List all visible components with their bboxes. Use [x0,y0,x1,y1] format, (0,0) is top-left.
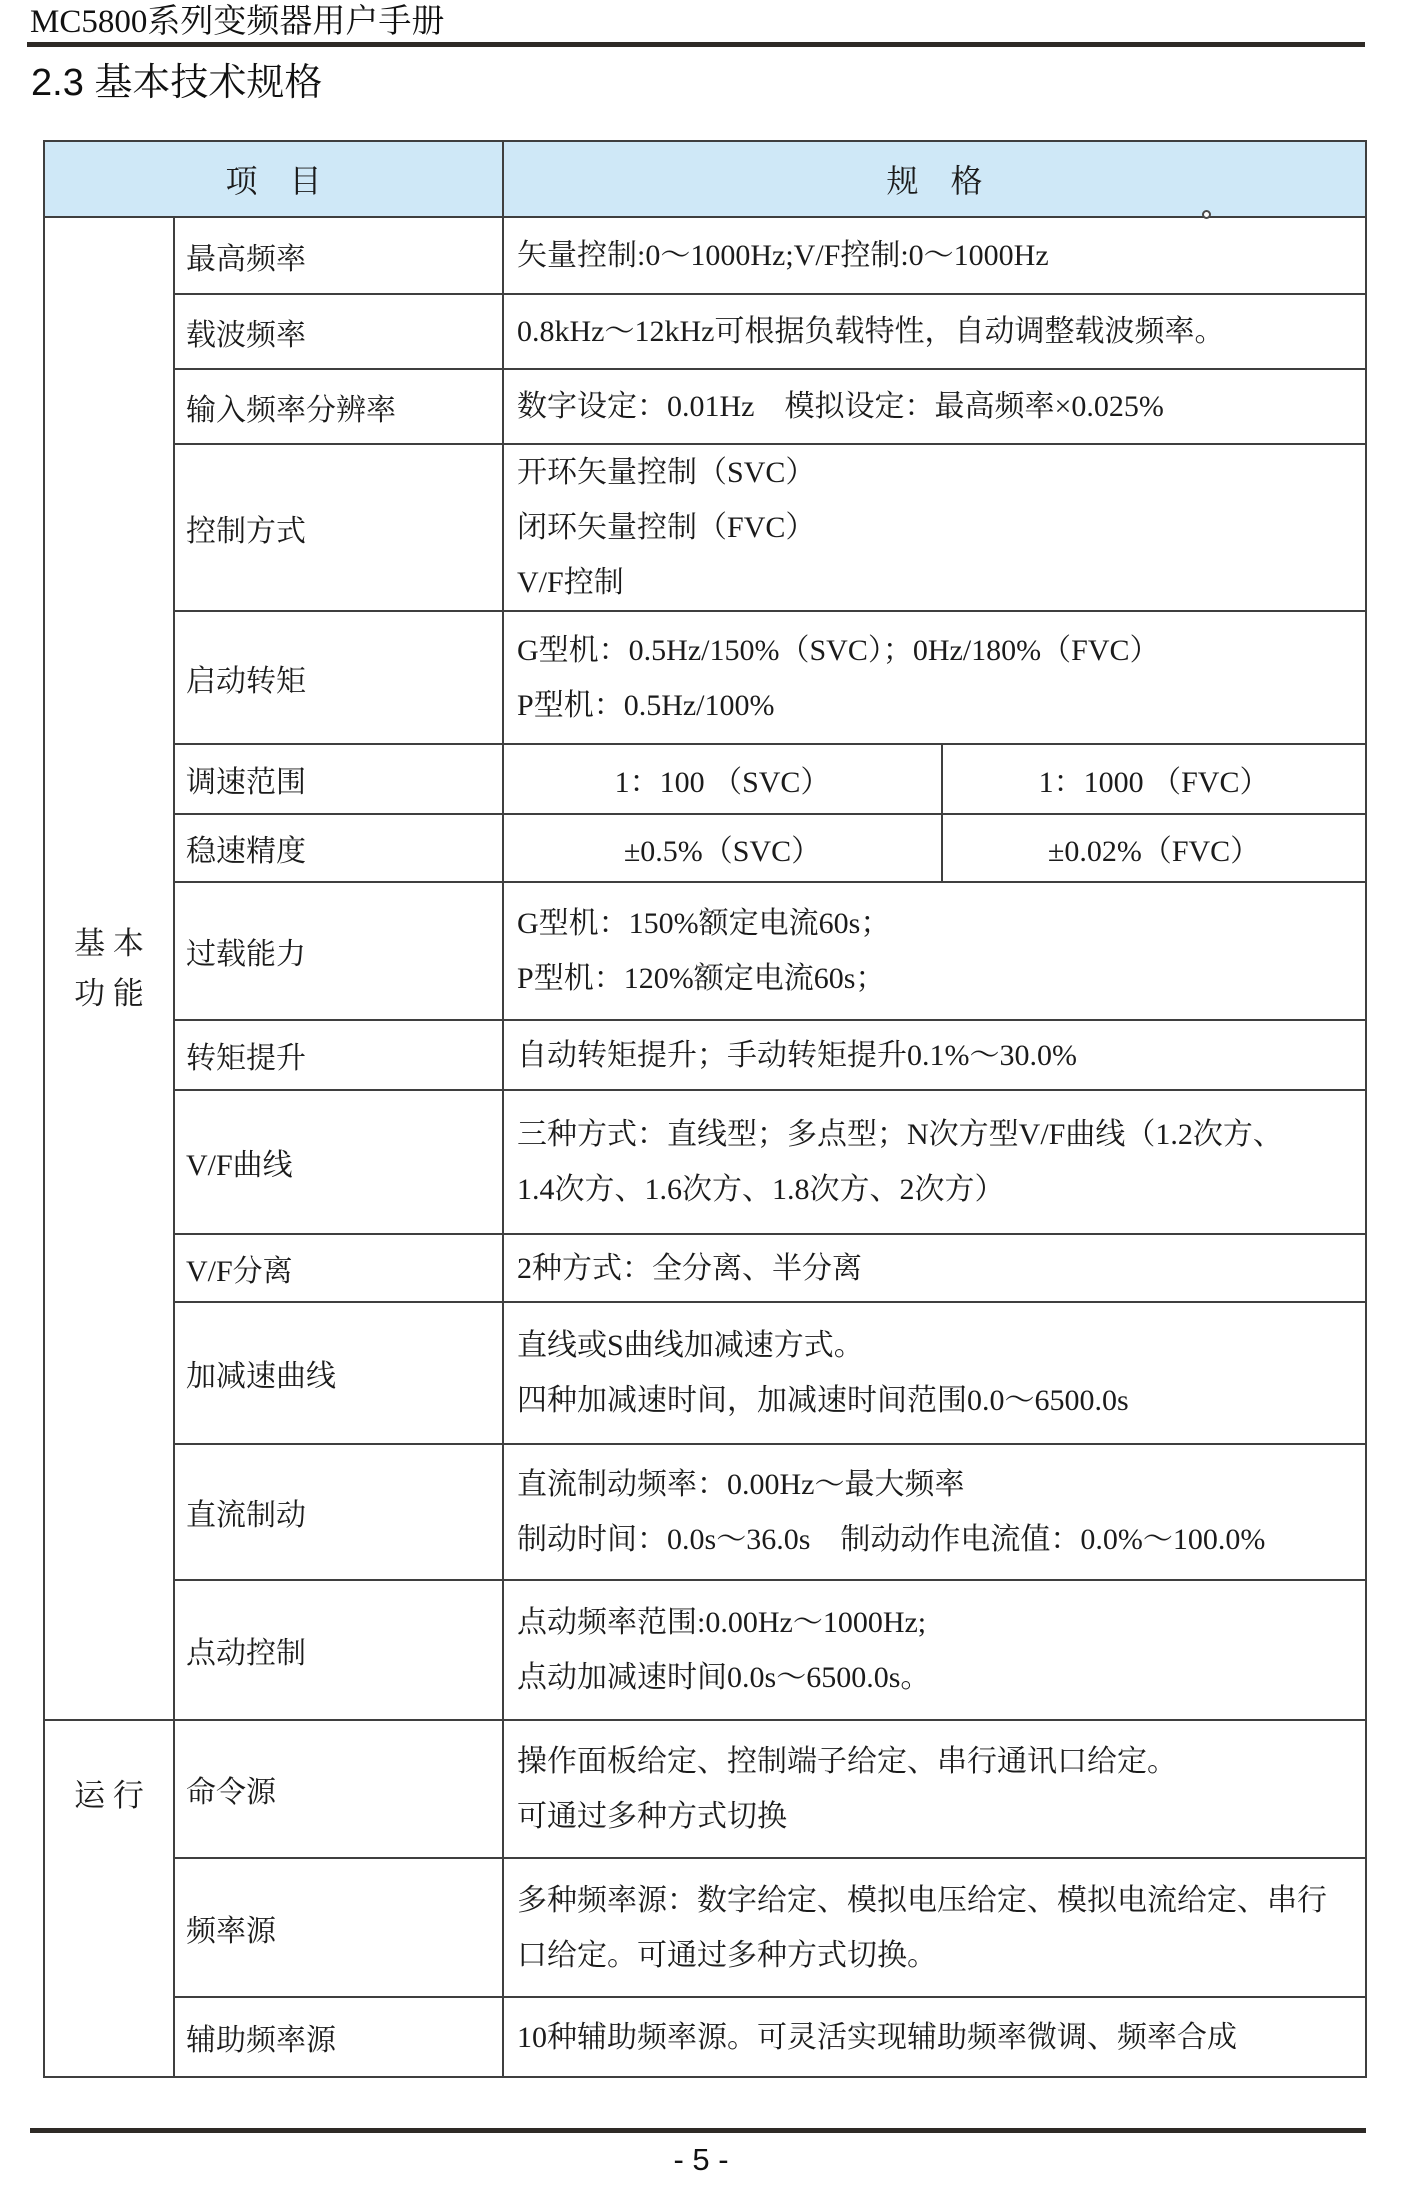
spec-cell [503,294,1366,369]
spec-line: 三种方式：直线型；多点型；N次方型V/F曲线（1.2次方、 [517,1118,1283,1151]
spec-line: 开环矢量控制（SVC） [517,456,816,489]
table-row [44,1444,1366,1580]
spec-line: 多种频率源：数字给定、模拟电压给定、模拟电流给定、串行 [517,1883,1328,1917]
spec-line: 数字设定：0.01Hz 模拟设定：最高频率×0.025% [517,390,1164,423]
spec-line: P型机：0.5Hz/100% [517,688,775,722]
spec-cell [503,1580,1366,1720]
table-row [44,444,1366,611]
table-row [44,1302,1366,1444]
spec-line: 口给定。可通过多种方式切换。 [517,1938,938,1972]
table-row [44,1020,1366,1090]
spec-line: P型机：120%额定电流60s； [517,962,886,995]
item-label: 启动转矩 [174,611,503,744]
spec-cell [503,1234,1366,1302]
table-row [44,611,1366,744]
table-row [44,294,1366,369]
stray-circle-mark [1202,210,1211,219]
spec-cell [503,1302,1366,1444]
spec-cell [503,369,1366,444]
group-run [44,1720,174,2077]
item-label: 命令源 [174,1720,503,1858]
item-label: 输入频率分辨率 [174,369,503,444]
spec-line: 2种方式：全分离、半分离 [517,1251,863,1285]
spec-cell [503,882,1366,1020]
spec-line: 四种加减速时间，加减速时间范围0.0～6500.0s [517,1384,1129,1417]
item-label: 稳速精度 [174,814,503,882]
document-header-title: MC5800系列变频器用户手册 [30,4,445,40]
spec-cell-fvc: ±0.02%（FVC） [942,814,1366,882]
spec-cell [503,1020,1366,1090]
item-label: 控制方式 [174,444,503,611]
spec-cell [503,1444,1366,1580]
spec-line: G型机：0.5Hz/150%（SVC）；0Hz/180%（FVC） [517,633,1160,667]
table-header-row [44,141,1366,217]
spec-cell [503,611,1366,744]
item-label: 直流制动 [174,1444,503,1580]
spec-line: 直流制动频率：0.00Hz～最大频率 [517,1468,965,1501]
table-row [44,1997,1366,2077]
spec-cell-svc: 1：100 （SVC） [503,744,942,814]
spec-cell [503,1720,1366,1858]
item-label: 加减速曲线 [174,1302,503,1444]
spec-line: 自动转矩提升；手动转矩提升0.1%～30.0% [517,1038,1077,1072]
spec-cell [503,1858,1366,1997]
spec-table [43,140,1367,2078]
table-row [44,1580,1366,1720]
item-label: 频率源 [174,1858,503,1997]
page-number: - 5 - [673,2142,729,2177]
spec-line: 点动频率范围:0.00Hz～1000Hz; [517,1606,927,1639]
table-row [44,1234,1366,1302]
spec-line: 10种辅助频率源。可灵活实现辅助频率微调、频率合成 [517,2020,1238,2054]
spec-line: V/F控制 [517,566,624,599]
spec-line: 0.8kHz～12kHz可根据负载特性，自动调整载波频率。 [517,315,1225,348]
item-label: 过载能力 [174,882,503,1020]
item-label: 调速范围 [174,744,503,814]
group-label-line: 功 能 [74,975,144,1011]
group-label-line: 基 本 [74,925,144,961]
group-label-line: 运 行 [74,1778,144,1813]
spec-line: 操作面板给定、控制端子给定、串行通讯口给定。 [517,1745,1178,1778]
table-row [44,814,1366,882]
spec-line: 点动加减速时间0.0s～6500.0s。 [517,1661,931,1694]
spec-line: 1.4次方、1.6次方、1.8次方、2次方） [517,1173,1005,1206]
column-header-item: 项 目 [44,141,503,217]
table-row [44,1720,1366,1858]
spec-line: 闭环矢量控制（FVC） [517,511,816,544]
table-row [44,882,1366,1020]
spec-cell [503,444,1366,611]
item-label: 最高频率 [174,217,503,294]
spec-cell [503,1090,1366,1234]
header-rule [27,42,1365,47]
spec-cell [503,1997,1366,2077]
spec-cell-fvc: 1：1000 （FVC） [942,744,1366,814]
spec-line: 矢量控制:0～1000Hz;V/F控制:0～1000Hz [517,239,1049,272]
group-basic-functions [44,217,174,1720]
item-label: 载波频率 [174,294,503,369]
table-row [44,217,1366,294]
section-title: 2.3 基本技术规格 [31,62,323,104]
spec-line: 直线或S曲线加减速方式。 [517,1329,864,1362]
item-label: V/F曲线 [174,1090,503,1234]
spec-line: G型机：150%额定电流60s； [517,907,891,940]
item-label: V/F分离 [174,1234,503,1302]
spec-cell-svc: ±0.5%（SVC） [503,814,942,882]
table-row [44,1090,1366,1234]
footer-rule [30,2128,1366,2133]
table-row [44,369,1366,444]
spec-line: 制动时间：0.0s～36.0s 制动动作电流值：0.0%～100.0% [517,1523,1266,1556]
column-header-spec: 规 格 [503,141,1366,217]
spec-line: 可通过多种方式切换 [517,1800,788,1833]
item-label: 辅助频率源 [174,1997,503,2077]
table-row [44,1858,1366,1997]
item-label: 点动控制 [174,1580,503,1720]
item-label: 转矩提升 [174,1020,503,1090]
spec-cell [503,217,1366,294]
table-row [44,744,1366,814]
